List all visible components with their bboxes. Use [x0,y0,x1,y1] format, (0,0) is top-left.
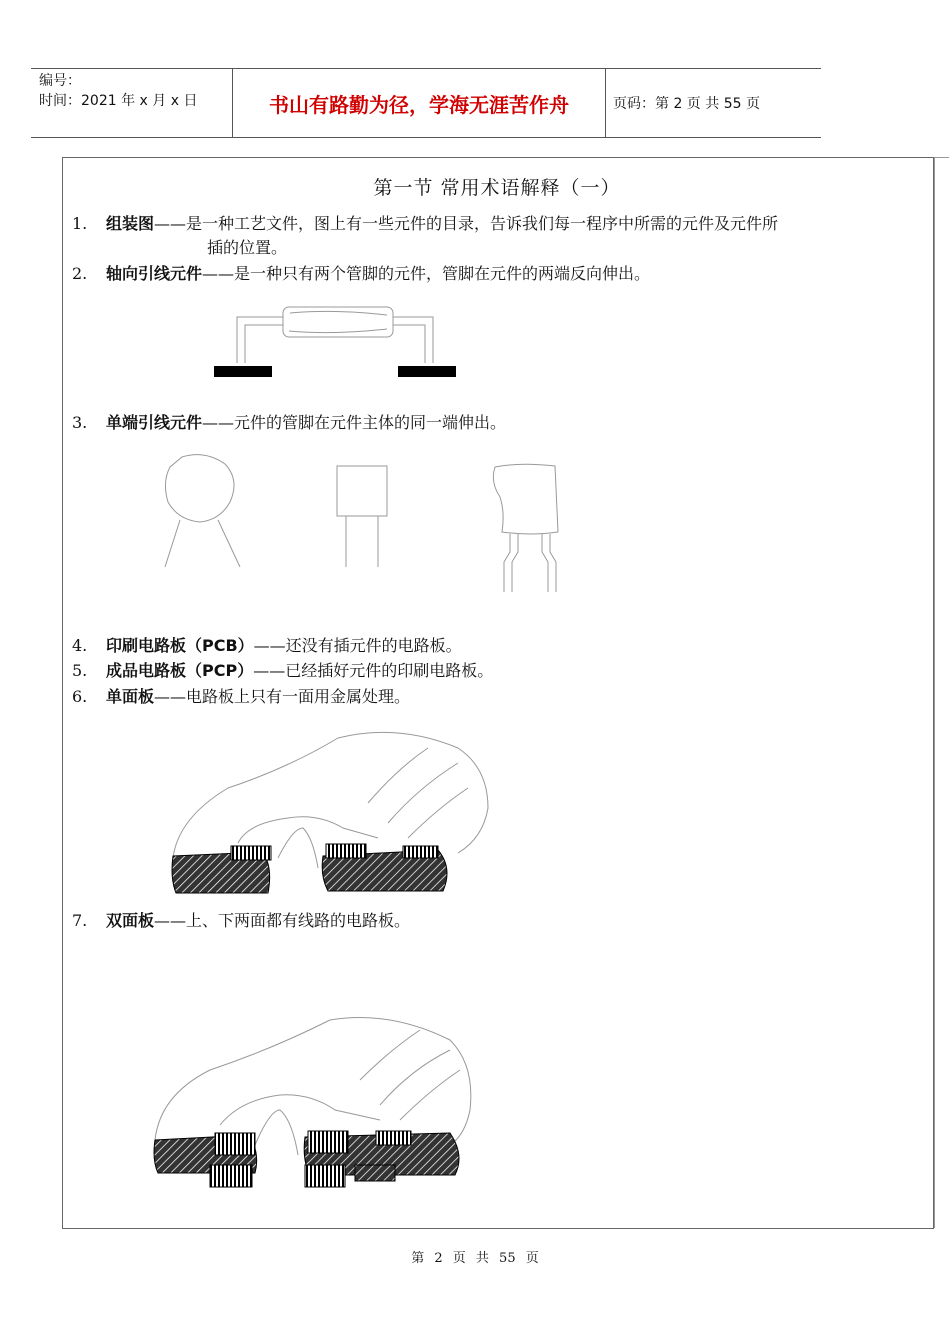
list-item [72,909,927,933]
item-term: 轴向引线元件 [106,264,203,283]
serial-label: 编号： [39,73,81,89]
section-title: 第一节 常用术语解释（一） [373,177,621,199]
item-desc: ——已经插好元件的印刷电路板。 [253,661,494,680]
double-sided-board-diagram [150,1015,480,1195]
item-term: 双面板 [106,911,155,930]
item-number: 5. [72,661,88,680]
item-desc: ——还没有插元件的电路板。 [253,636,462,655]
item-number: 1. [72,214,88,233]
item-number: 4. [72,636,88,655]
header-motto: 书山有路勤为径，学海无涯苦作舟 [232,69,606,137]
list-item [72,411,927,435]
item-desc: ——是一种只有两个管脚的元件，管脚在元件的两端反向伸出。 [202,264,651,283]
item-number: 2. [72,264,88,283]
list-item [72,685,927,709]
item-desc: ——元件的管脚在元件主体的同一端伸出。 [202,413,507,432]
item-term: 单端引线元件 [106,413,203,432]
list-item [72,659,927,683]
page-footer: 第 2 页 共 55 页 [411,1251,539,1266]
item-desc-continued: 插的位置。 [207,238,288,257]
header-page-label: 页码：第 2 页 共 55 页 [613,96,760,112]
list-item [72,262,927,286]
item-number: 7. [72,911,88,930]
single-sided-board-diagram [168,728,498,898]
axial-component-diagram [205,295,465,385]
item-desc: ——是一种工艺文件，图上有一些元件的目录，告诉我们每一程序中所需的元件及元件所 [154,214,779,233]
page-header [31,68,821,138]
item-desc: ——电路板上只有一面用金属处理。 [154,687,411,706]
time-label: 时间：2021 年 x 月 x 日 [39,93,198,109]
item-number: 3. [72,413,88,432]
item-term: 单面板 [106,687,155,706]
item-number: 6. [72,687,88,706]
item-term: 成品电路板（PCP） [106,661,254,680]
item-term: 印刷电路板（PCB） [106,636,254,655]
list-item [72,212,927,260]
item-desc: ——上、下两面都有线路的电路板。 [154,911,411,930]
frame-edge [934,157,949,1228]
list-item [72,634,927,658]
item-term: 组装图 [106,214,155,233]
header-meta [31,69,231,137]
single-ended-components-diagram [160,452,570,597]
